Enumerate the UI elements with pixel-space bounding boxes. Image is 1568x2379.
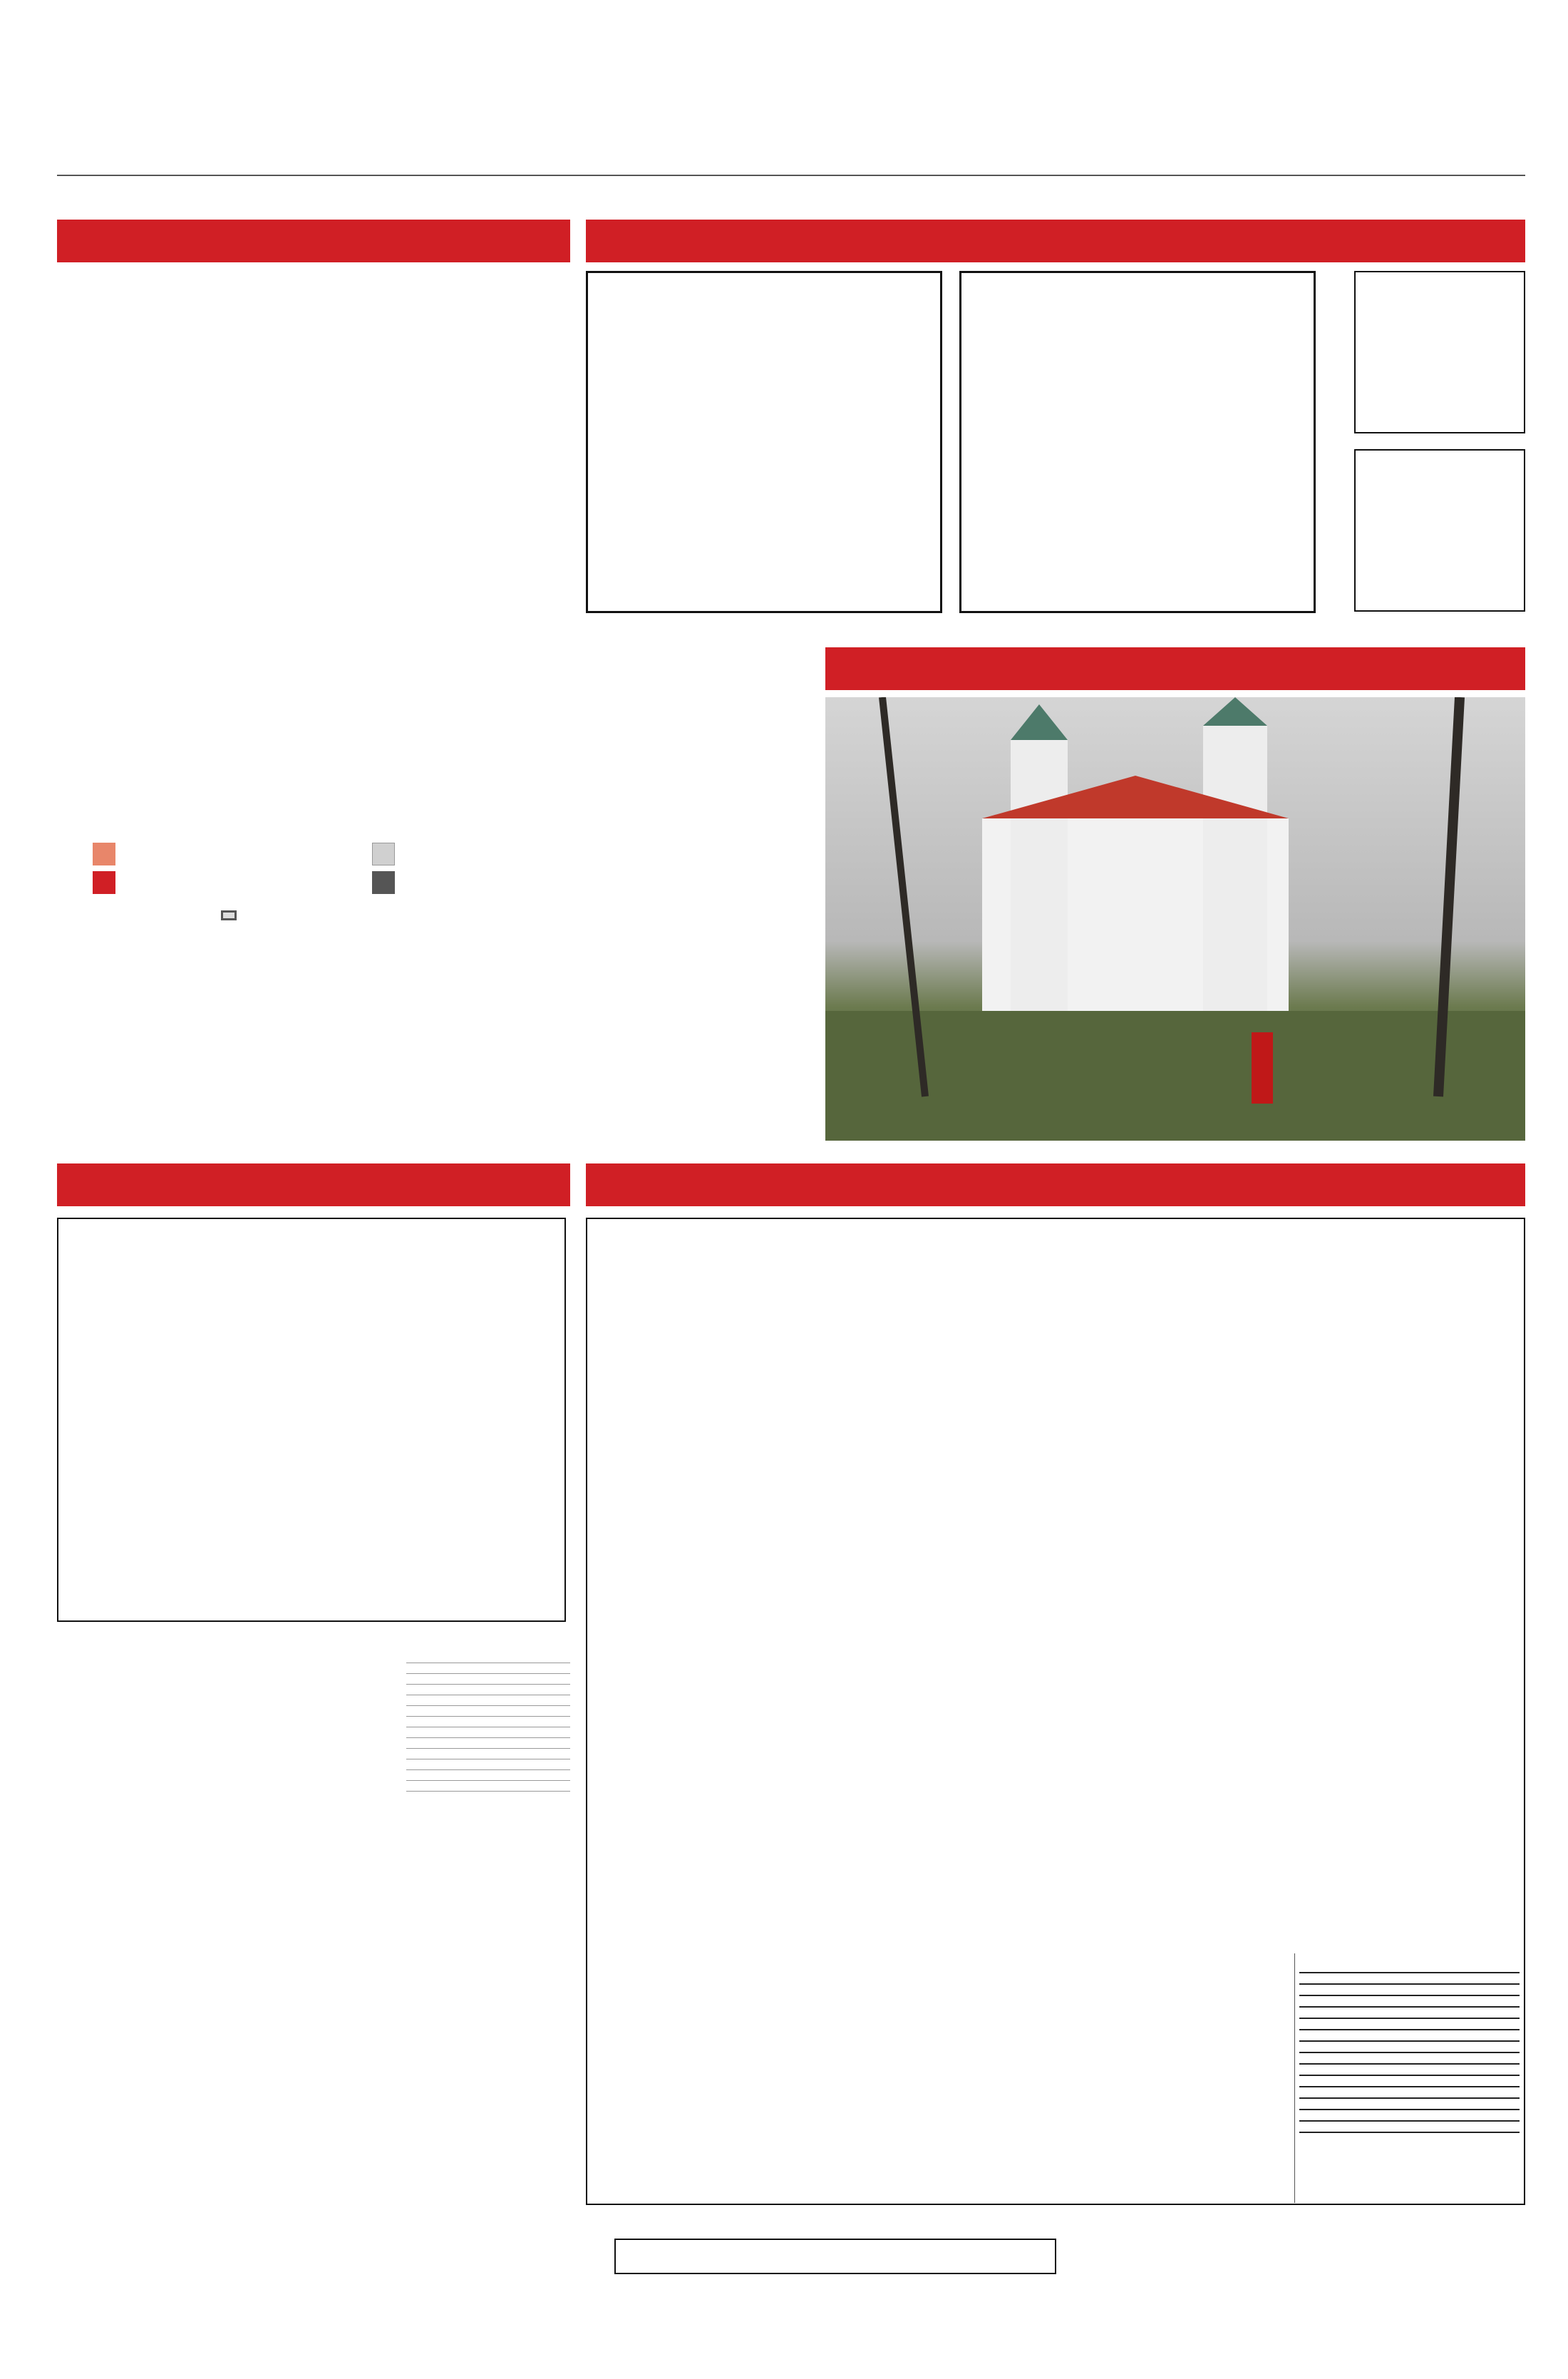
haken-solution-grid (406, 1653, 570, 1795)
header-rule (57, 175, 1525, 176)
legend-dl-swatch (372, 843, 395, 865)
ort-title (825, 647, 1525, 690)
legend-dw-swatch (93, 843, 115, 865)
haken-col-1 (57, 1635, 225, 1648)
haken-grid (57, 1218, 566, 1622)
sudoku-solution-2 (1354, 449, 1525, 612)
kreuz-solution-grid (1299, 1962, 1520, 2140)
scrabble-board (80, 285, 559, 764)
kreuz-title (586, 1163, 1525, 1206)
legend-tw-swatch (93, 871, 115, 894)
sudoku-title (586, 220, 1525, 262)
kreuz-solution-panel (1294, 1953, 1524, 2203)
kreuz-solution-row (614, 2239, 1056, 2274)
haken-col-2 (232, 1635, 399, 1662)
sudoku-grid-1 (586, 271, 942, 613)
castle-illustration (825, 697, 1525, 1141)
sudoku-grid-2 (959, 271, 1316, 613)
scrabble-title (57, 220, 570, 262)
haken-title (57, 1163, 570, 1206)
haken-col-3 (406, 1635, 570, 1795)
sudoku-solution-1 (1354, 271, 1525, 433)
legend-tl-swatch (372, 871, 395, 894)
castle-photo (825, 697, 1525, 1141)
letter-rack (221, 910, 237, 920)
